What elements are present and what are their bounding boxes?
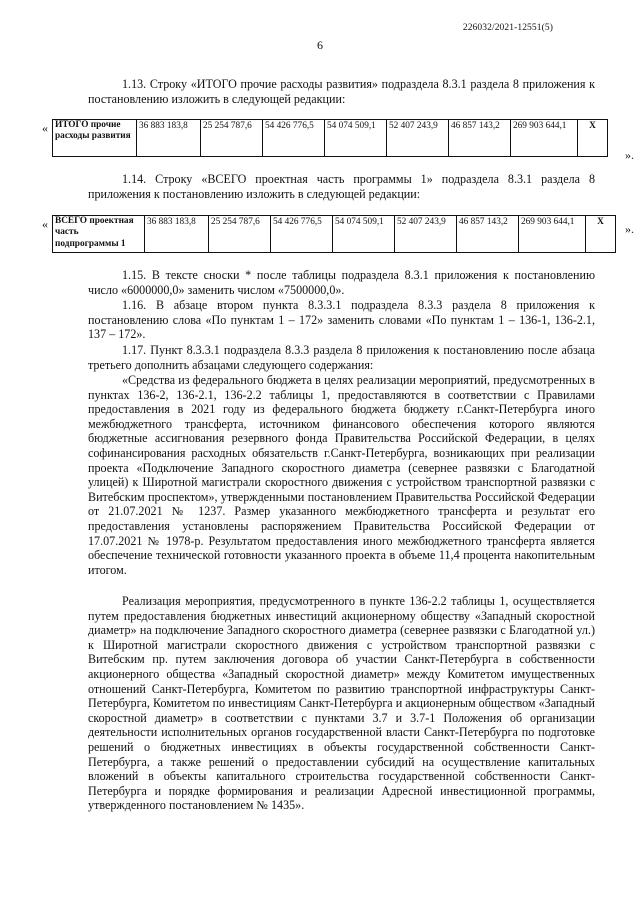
value-cell: 46 857 143,2 — [457, 216, 519, 253]
value-cell: 269 903 644,1 — [511, 120, 578, 157]
closing-quote: ». — [625, 148, 634, 162]
paragraph-1-13: 1.13. Строку «ИТОГО прочие расходы развития» подраздела 8.3.1 раздела 8 приложения к постановлению изложить в следующей редакции: — [88, 77, 595, 106]
row-label: ИТОГО прочие расходы развития — [53, 120, 137, 157]
table-itogo-wrapper — [42, 119, 634, 165]
value-cell: 54 426 776,5 — [263, 120, 325, 157]
table-row — [53, 216, 616, 253]
value-cell: 52 407 243,9 — [395, 216, 457, 253]
page-number: 6 — [317, 38, 323, 52]
value-cell: 25 254 787,6 — [209, 216, 271, 253]
quoted-paragraph-2: Реализация мероприятия, предусмотренного в пункте 136-2.2 таблицы 1, осуществляется путем предоставления бюджетных инвестиций акционерному обществу «Западный скоростной диаметр» на подключение Западного скоростного диаметра (севернее развязки с Благодатной ул.) к Широтной магистрали скоростного движения с устройством транспортной развязки с Витебским пр. путем заключения договора об участии Санкт-Петербурга в собственности акционерного общества «Западный скоростной диаметр» между Комитетом имущественных отношений Санкт-Петербурга, Комитетом по развитию транспортной инфраструктуры Санкт-Петербурга, Комитетом по инвестициям Санкт-Петербурга и акционерным обществом «Западный скоростной диаметр» в соответствии с пунктами 3.7 и 3.7-1 Положения об организации деятельности исполнительных органов государственной власти Санкт-Петербурга по подготовке решений о бюджетных инвестициях в объекты государственной собственности Санкт-Петербурга, а также решений о предоставлении субсидий на осуществление капитальных вложений в объекты капитального строительства государственной собственности Санкт-Петербурга и порядке формирования и реализации Адресной инвестиционной программы, утвержденного постановлением № 1435». — [88, 594, 595, 813]
paragraph-1-17: 1.17. Пункт 8.3.3.1 подраздела 8.3.3 раздела 8 приложения к постановлению после абзаца третьего дополнить абзацами следующего содержания: — [88, 343, 595, 372]
value-cell: 54 426 776,5 — [271, 216, 333, 253]
value-cell: 54 074 509,1 — [333, 216, 395, 253]
value-cell: 36 883 183,8 — [137, 120, 201, 157]
mark-cell: X — [578, 120, 608, 157]
table-vsego-wrapper — [42, 215, 634, 261]
table-row — [53, 120, 608, 157]
value-cell: 52 407 243,9 — [387, 120, 449, 157]
table-vsego — [52, 215, 616, 253]
value-cell: 25 254 787,6 — [201, 120, 263, 157]
value-cell: 46 857 143,2 — [449, 120, 511, 157]
paragraph-1-15: 1.15. В тексте сноски * после таблицы подраздела 8.3.1 приложения к постановлению число «6000000,0» заменить числом «7500000,0». — [88, 268, 595, 297]
opening-quote: « — [42, 121, 48, 135]
paragraph-1-16: 1.16. В абзаце втором пункта 8.3.3.1 подраздела 8.3.3 раздела 8 приложения к постановлению слова «По пунктам 1 – 172» заменить словами «По пунктам 1 – 136-1, 136-2.1, 137 – 172». — [88, 298, 595, 342]
value-cell: 269 903 644,1 — [519, 216, 586, 253]
value-cell: 54 074 509,1 — [325, 120, 387, 157]
opening-quote: « — [42, 217, 48, 231]
quoted-paragraph-1: «Средства из федерального бюджета в целях реализации мероприятий, предусмотренных в пунктах 136-2, 136-2.1, 136-2.2 таблицы 1, предоставляются в соответствии с Правилами предоставления в 2021 году из федерального бюджета бюджету г.Санкт-Петербурга иного межбюджетного трансферта, источником финансового обеспечения которого являются бюджетные ассигнования резервного фонда Правительства Российской Федерации, в целях софинансирования расходных обязательств г.Санкт-Петербурга, возникающих при реализации проекта «Подключение Западного скоростного диаметра (севернее развязки с Благодатной улицей) к Широтной магистрали скоростного движения с устройством транспортной развязки с Витебским проспектом», утвержденными постановлением Правительства Российской Федерации от 21.07.2021 № 1237. Размер указанного межбюджетного трансферта и результат его предоставления установлены распоряжением Правительства Российской Федерации от 17.07.2021 № 1978-р. Результатом предоставления иного межбюджетного трансферта является обеспечение технической готовности указанного проекта в объеме 11,4 процента накопительным итогом. — [88, 373, 595, 577]
document-number: 226032/2021-12551(5) — [462, 23, 553, 33]
mark-cell: X — [586, 216, 616, 253]
paragraph-1-14: 1.14. Строку «ВСЕГО проектная часть программы 1» подраздела 8.3.1 раздела 8 приложения к постановлению изложить в следующей редакции: — [88, 172, 595, 201]
table-itogo — [52, 119, 608, 157]
row-label: ВСЕГО проектная часть подпрограммы 1 — [53, 216, 145, 253]
value-cell: 36 883 183,8 — [145, 216, 209, 253]
closing-quote: ». — [625, 222, 634, 236]
